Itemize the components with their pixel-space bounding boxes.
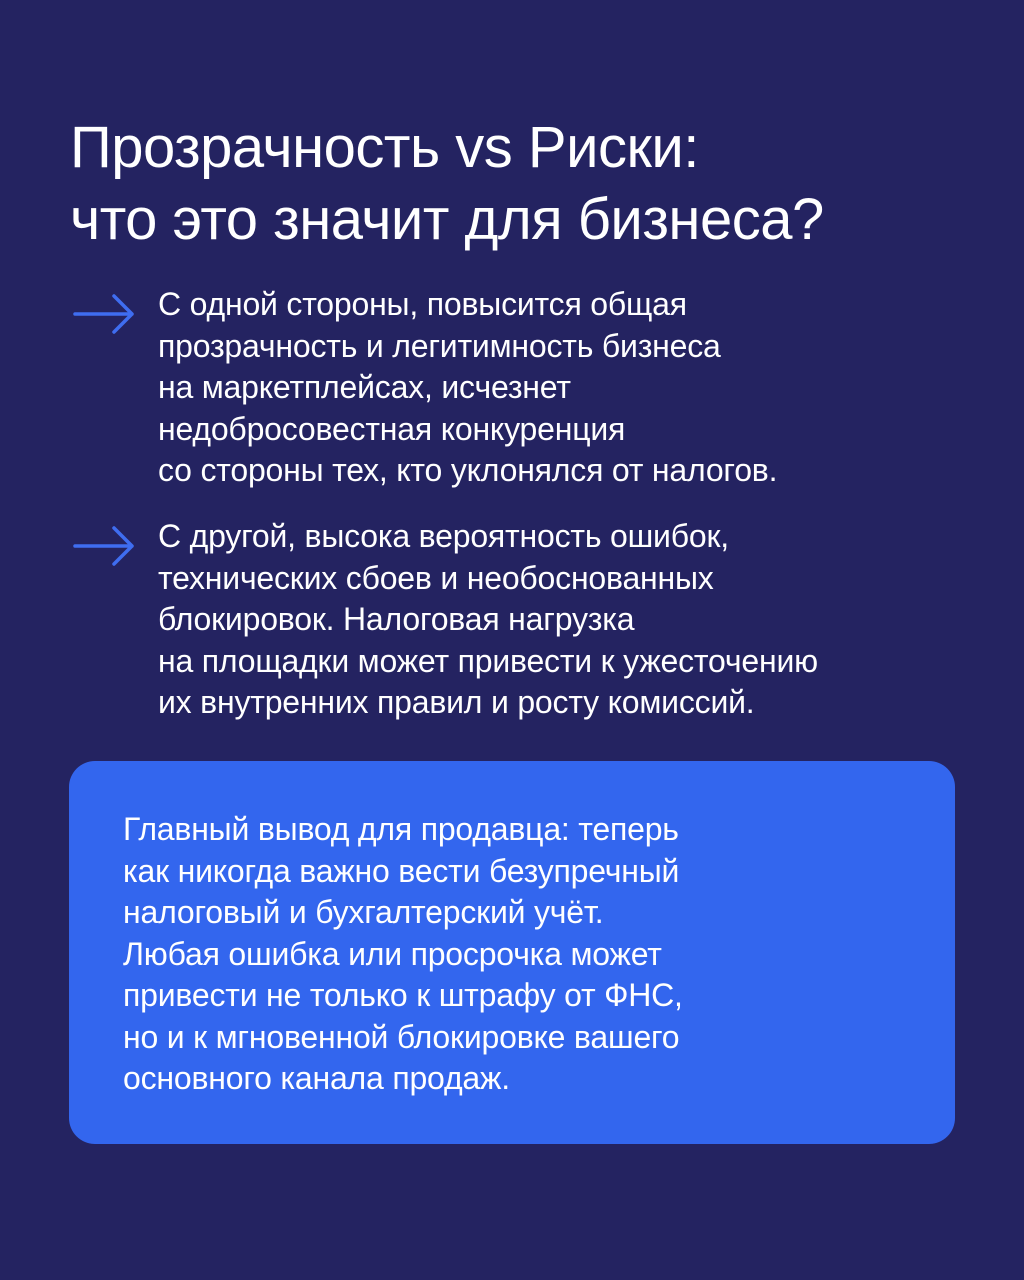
- point-line: на маркетплейсах, исчезнет: [158, 369, 571, 405]
- point-text: [158, 284, 978, 492]
- point-line: С одной стороны, повысится общая: [158, 286, 687, 322]
- point-line: со стороны тех, кто уклонялся от налогов.: [158, 452, 778, 488]
- callout-line: Главный вывод для продавца: теперь: [123, 811, 679, 847]
- callout-line: Любая ошибка или просрочка может: [123, 935, 662, 972]
- point-line: прозрачность и легитимность бизнеса: [158, 327, 721, 364]
- callout-line: но и к мгновенной блокировке вашего: [123, 1018, 680, 1055]
- conclusion-callout: [69, 761, 955, 1144]
- point-line: недобросовестная конкуренция: [158, 410, 626, 447]
- callout-line: основного канала продаж.: [123, 1060, 510, 1096]
- point-line: блокировок. Налоговая нагрузка: [158, 601, 635, 637]
- point-line: их внутренних правил и росту комиссий.: [158, 684, 755, 720]
- point-text: [158, 516, 978, 724]
- callout-text: [123, 809, 903, 1100]
- title-line: Прозрачность vs Риски:: [70, 115, 699, 180]
- point-line: технических сбоев и необоснованных: [158, 559, 714, 596]
- title-line: что это значит для бизнеса?: [70, 187, 824, 252]
- arrow-right-icon: [72, 524, 138, 568]
- point-line: на площадки может привести к ужесточению: [158, 642, 818, 679]
- callout-line: как никогда важно вести безупречный: [123, 852, 680, 889]
- callout-line: привести не только к штрафу от ФНС,: [123, 977, 683, 1013]
- callout-line: налоговый и бухгалтерский учёт.: [123, 894, 604, 930]
- arrow-right-icon: [72, 292, 138, 336]
- page-title: [70, 112, 970, 256]
- point-line: С другой, высока вероятность ошибок,: [158, 518, 729, 554]
